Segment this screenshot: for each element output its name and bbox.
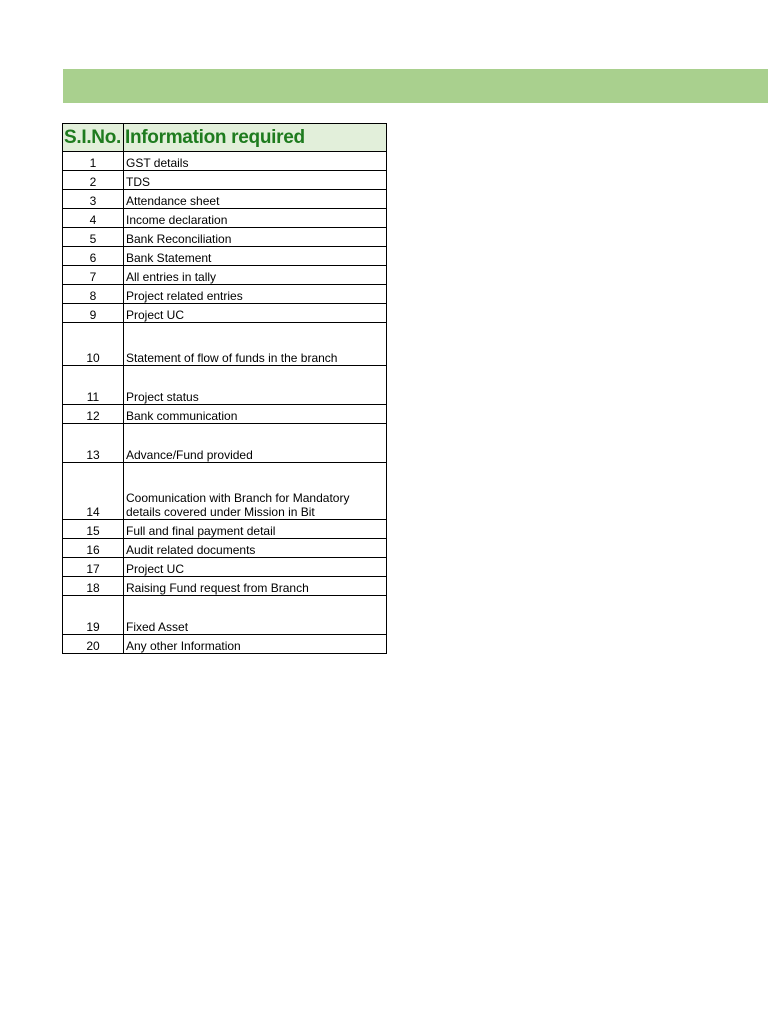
- row-number: 6: [63, 247, 124, 266]
- row-info: Coomunication with Branch for Mandatory details covered under Mission in Bit: [124, 463, 387, 520]
- table-row: [63, 247, 387, 266]
- row-number: 14: [63, 463, 124, 520]
- table-row: [63, 539, 387, 558]
- row-number: 1: [63, 152, 124, 171]
- row-info: Project status: [124, 366, 387, 405]
- row-info: Project UC: [124, 558, 387, 577]
- row-info: Statement of flow of funds in the branch: [124, 323, 387, 366]
- row-info: Audit related documents: [124, 539, 387, 558]
- table-row: [63, 558, 387, 577]
- row-info: Full and final payment detail: [124, 520, 387, 539]
- header-banner: [63, 69, 768, 103]
- table-row: [63, 405, 387, 424]
- row-number: 9: [63, 304, 124, 323]
- row-info: All entries in tally: [124, 266, 387, 285]
- row-info: Bank Statement: [124, 247, 387, 266]
- row-number: 20: [63, 635, 124, 654]
- row-number: 18: [63, 577, 124, 596]
- row-info: GST details: [124, 152, 387, 171]
- row-number: 10: [63, 323, 124, 366]
- row-info: Attendance sheet: [124, 190, 387, 209]
- table-row: [63, 171, 387, 190]
- table-header-row: [63, 124, 387, 152]
- row-number: 3: [63, 190, 124, 209]
- row-number: 2: [63, 171, 124, 190]
- header-info: Information required: [124, 124, 387, 152]
- row-number: 12: [63, 405, 124, 424]
- table-body: [63, 152, 387, 654]
- row-number: 15: [63, 520, 124, 539]
- table-row: [63, 266, 387, 285]
- table-row: [63, 304, 387, 323]
- table-row: [63, 190, 387, 209]
- information-table: [62, 123, 387, 654]
- row-number: 13: [63, 424, 124, 463]
- table-row: [63, 228, 387, 247]
- row-number: 11: [63, 366, 124, 405]
- row-info: Raising Fund request from Branch: [124, 577, 387, 596]
- table-row: [63, 520, 387, 539]
- row-number: 19: [63, 596, 124, 635]
- row-info: Advance/Fund provided: [124, 424, 387, 463]
- row-number: 5: [63, 228, 124, 247]
- table-row: [63, 285, 387, 304]
- row-number: 4: [63, 209, 124, 228]
- row-number: 16: [63, 539, 124, 558]
- table-row: [63, 323, 387, 366]
- table-row: [63, 635, 387, 654]
- table-row: [63, 366, 387, 405]
- table-row: [63, 577, 387, 596]
- row-info: Project related entries: [124, 285, 387, 304]
- table-row: [63, 424, 387, 463]
- row-number: 7: [63, 266, 124, 285]
- table-row: [63, 152, 387, 171]
- row-info: Any other Information: [124, 635, 387, 654]
- row-number: 8: [63, 285, 124, 304]
- row-info: Fixed Asset: [124, 596, 387, 635]
- row-number: 17: [63, 558, 124, 577]
- row-info: Income declaration: [124, 209, 387, 228]
- row-info: TDS: [124, 171, 387, 190]
- table-row: [63, 463, 387, 520]
- row-info: Project UC: [124, 304, 387, 323]
- table-row: [63, 209, 387, 228]
- header-sno: S.I.No.: [63, 124, 124, 152]
- row-info: Bank Reconciliation: [124, 228, 387, 247]
- row-info: Bank communication: [124, 405, 387, 424]
- table-row: [63, 596, 387, 635]
